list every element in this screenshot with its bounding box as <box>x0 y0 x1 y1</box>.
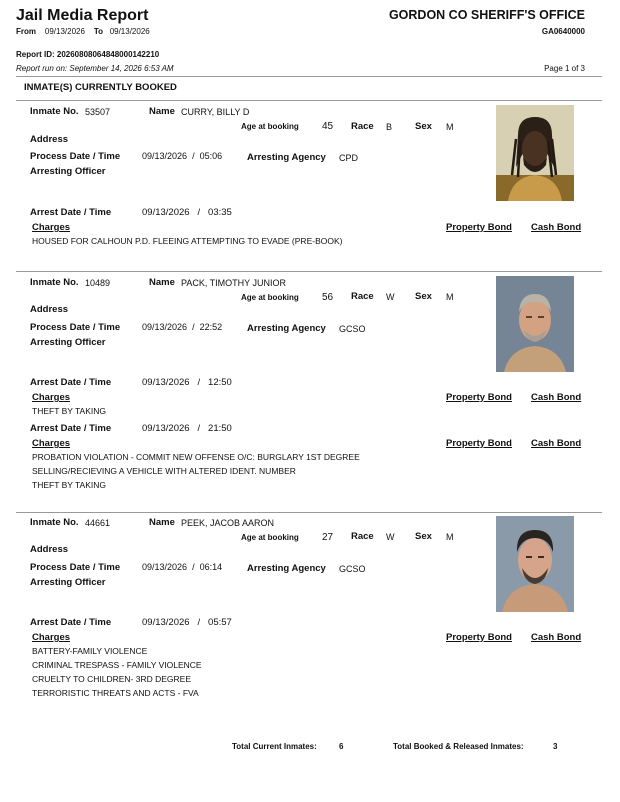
arresting-officer-label: Arresting Officer <box>30 166 106 177</box>
inmate-no-label: Inmate No. <box>30 106 79 117</box>
process-datetime <box>142 322 222 332</box>
race-value: B <box>386 122 393 132</box>
arresting-officer-label: Arresting Officer <box>30 337 106 348</box>
address-label: Address <box>30 544 69 555</box>
charges-label: Charges <box>32 392 71 403</box>
age-label: Age at booking <box>241 293 299 302</box>
process-date-label: Process Date / Time <box>30 562 121 573</box>
age-value: 56 <box>322 292 334 303</box>
report-id: Report ID: 20260808064848000142210 <box>16 50 160 59</box>
to-label: To <box>93 27 104 36</box>
report-title: Jail Media Report <box>16 7 149 24</box>
inmate-no-label: Inmate No. <box>30 517 79 528</box>
section-title: INMATE(S) CURRENTLY BOOKED <box>24 82 177 93</box>
to-date: 09/13/2026 <box>109 27 150 36</box>
name-label: Name <box>149 277 175 288</box>
slash: / <box>192 151 195 161</box>
sex-label: Sex <box>415 291 432 302</box>
arrest-time: 12:50 <box>208 377 232 388</box>
process-datetime <box>142 562 222 572</box>
record-divider <box>16 271 602 272</box>
page-number: Page 1 of 3 <box>544 64 585 73</box>
arrest-date-label: Arrest Date / Time <box>30 377 112 388</box>
from-label: From <box>16 27 36 36</box>
process-time: 06:14 <box>199 562 223 572</box>
from-date: 09/13/2026 <box>44 27 85 36</box>
cash-bond-label: Cash Bond <box>531 222 582 233</box>
process-date-label: Process Date / Time <box>30 322 121 333</box>
process-date: 09/13/2026 <box>142 151 188 161</box>
race-value: W <box>386 532 395 542</box>
inmate-name: CURRY, BILLY D <box>181 107 250 117</box>
inmate-no-value: 10489 <box>85 278 111 288</box>
process-datetime <box>142 151 222 161</box>
slash: / <box>197 617 201 628</box>
inmate-no-value: 44661 <box>85 518 111 528</box>
arrest-date-label: Arrest Date / Time <box>30 207 112 218</box>
arrest-datetime <box>142 617 232 628</box>
mugshot-photo <box>496 516 574 612</box>
slash: / <box>197 377 201 388</box>
race-label: Race <box>351 121 374 132</box>
sex-value: M <box>446 122 454 132</box>
inmate-no-value: 53507 <box>85 107 111 117</box>
arrest-datetime <box>142 423 232 434</box>
property-bond-label: Property Bond <box>446 438 512 449</box>
arrest-time: 03:35 <box>208 207 232 218</box>
arresting-agency-value: GCSO <box>339 324 366 334</box>
total-current-label: Total Current Inmates: <box>232 742 317 751</box>
property-bond-label: Property Bond <box>446 632 512 643</box>
charge-line: SELLING/RECIEVING A VEHICLE WITH ALTERED IDENT. NUMBER <box>32 466 296 476</box>
age-value: 27 <box>322 532 334 543</box>
race-label: Race <box>351 291 374 302</box>
race-label: Race <box>351 531 374 542</box>
address-label: Address <box>30 304 69 315</box>
charge-line: THEFT BY TAKING <box>32 406 106 416</box>
race-value: W <box>386 292 395 302</box>
arresting-agency-value: GCSO <box>339 564 366 574</box>
section-divider <box>16 100 602 101</box>
slash: / <box>192 562 195 572</box>
total-released-label: Total Booked & Released Inmates: <box>393 742 524 751</box>
process-time: 05:06 <box>199 151 223 161</box>
process-date: 09/13/2026 <box>142 562 188 572</box>
slash: / <box>197 423 201 434</box>
date-range <box>16 27 150 36</box>
agency-name: GORDON CO SHERIFF'S OFFICE <box>388 8 585 22</box>
arrest-time: 21:50 <box>208 423 232 434</box>
charges-label: Charges <box>32 222 71 233</box>
report-run-date: Report run on: September 14, 2026 6:53 AM <box>16 64 174 73</box>
process-time: 22:52 <box>199 322 223 332</box>
inmate-name: PEEK, JACOB AARON <box>181 518 275 528</box>
arresting-agency-value: CPD <box>339 153 359 163</box>
arrest-datetime <box>142 207 232 218</box>
arrest-time: 05:57 <box>208 617 232 628</box>
arrest-date-label: Arrest Date / Time <box>30 423 112 434</box>
charge-line: THEFT BY TAKING <box>32 480 106 490</box>
name-label: Name <box>149 517 175 528</box>
charge-line: HOUSED FOR CALHOUN P.D. FLEEING ATTEMPTING TO EVADE (PRE-BOOK) <box>32 236 343 246</box>
slash: / <box>192 322 195 332</box>
cash-bond-label: Cash Bond <box>531 632 582 643</box>
arrest-date: 09/13/2026 <box>142 377 190 388</box>
record-divider <box>16 512 602 513</box>
inmate-no-label: Inmate No. <box>30 277 79 288</box>
slash: / <box>197 207 201 218</box>
arrest-date-label: Arrest Date / Time <box>30 617 112 628</box>
mugshot-photo <box>496 276 574 372</box>
age-label: Age at booking <box>241 533 299 542</box>
arresting-officer-label: Arresting Officer <box>30 577 106 588</box>
property-bond-label: Property Bond <box>446 392 512 403</box>
charge-line: BATTERY-FAMILY VIOLENCE <box>32 646 148 656</box>
age-value: 45 <box>322 121 334 132</box>
charges-label: Charges <box>32 632 71 643</box>
process-date-label: Process Date / Time <box>30 151 121 162</box>
charge-line: CRIMINAL TRESPASS - FAMILY VIOLENCE <box>32 660 202 670</box>
charge-line: CRUELTY TO CHILDREN- 3RD DEGREE <box>32 674 192 684</box>
process-date: 09/13/2026 <box>142 322 188 332</box>
sex-label: Sex <box>415 531 432 542</box>
inmate-name: PACK, TIMOTHY JUNIOR <box>181 278 287 288</box>
charge-line: TERRORISTIC THREATS AND ACTS - FVA <box>32 688 199 698</box>
arrest-date: 09/13/2026 <box>142 207 190 218</box>
sex-value: M <box>446 292 454 302</box>
age-label: Age at booking <box>241 122 299 131</box>
arrest-datetime <box>142 377 232 388</box>
charge-line: PROBATION VIOLATION - COMMIT NEW OFFENSE O/C: BURGLARY 1ST DEGREE <box>32 452 360 462</box>
arrest-date: 09/13/2026 <box>142 617 190 628</box>
property-bond-label: Property Bond <box>446 222 512 233</box>
sex-value: M <box>446 532 454 542</box>
name-label: Name <box>149 106 175 117</box>
cash-bond-label: Cash Bond <box>531 392 582 403</box>
total-released-value: 3 <box>553 742 558 751</box>
address-label: Address <box>30 134 69 145</box>
sex-label: Sex <box>415 121 432 132</box>
header-divider <box>16 76 602 77</box>
arresting-agency-label: Arresting Agency <box>247 563 326 574</box>
total-current-value: 6 <box>339 742 344 751</box>
cash-bond-label: Cash Bond <box>531 438 582 449</box>
mugshot-photo <box>496 105 574 201</box>
arresting-agency-label: Arresting Agency <box>247 152 326 163</box>
agency-ori: GA0640000 <box>541 27 585 36</box>
arresting-agency-label: Arresting Agency <box>247 323 326 334</box>
charges-label: Charges <box>32 438 71 449</box>
arrest-date: 09/13/2026 <box>142 423 190 434</box>
